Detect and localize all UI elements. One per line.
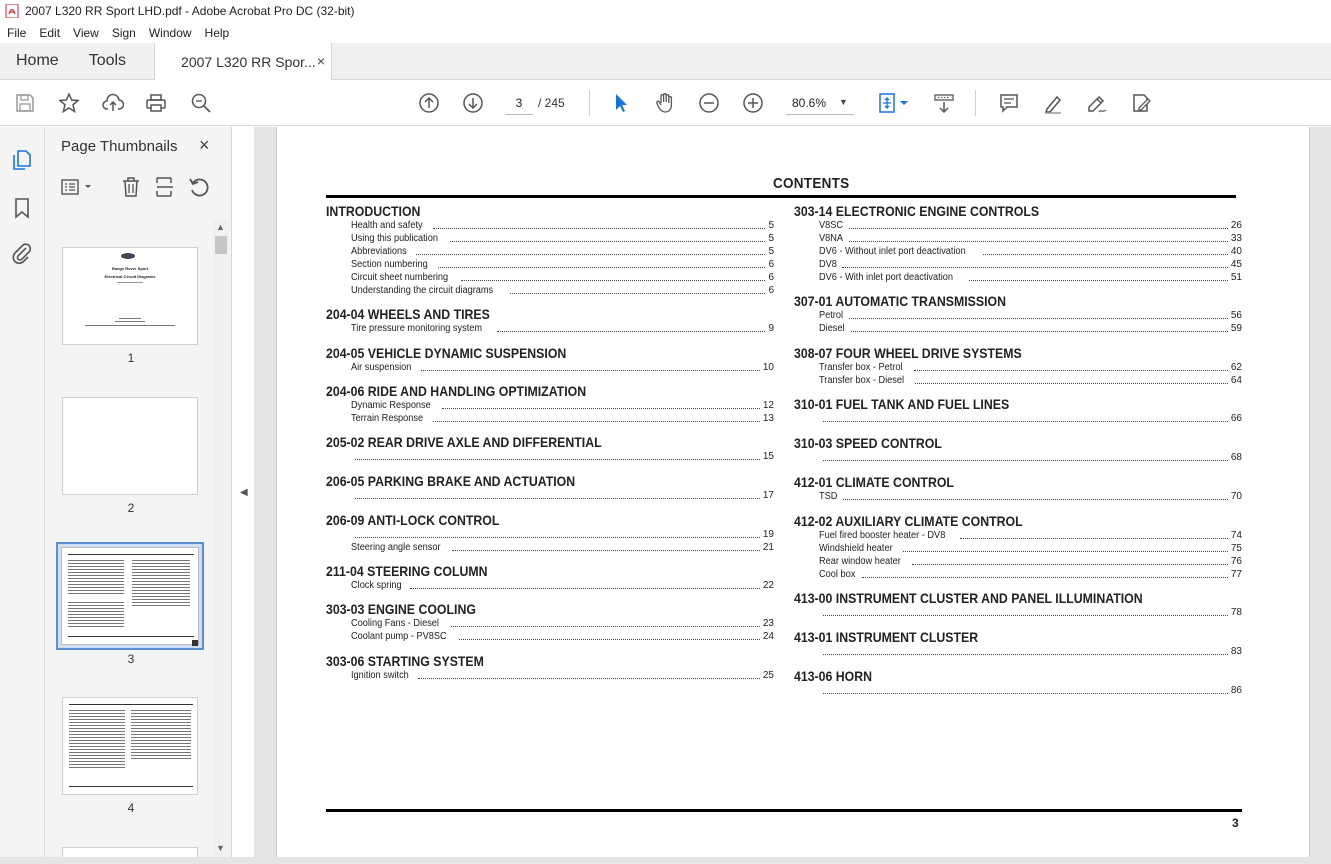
section-heading[interactable]: 413-01 INSTRUMENT CLUSTER — [794, 629, 979, 645]
footer-rule — [326, 809, 1242, 812]
dot-leader — [843, 499, 1228, 500]
toolbar-divider — [975, 90, 976, 116]
entry-label: Dynamic Response — [351, 400, 431, 411]
entry-page-number: 5 — [768, 233, 774, 244]
page-number: 3 — [1232, 816, 1239, 830]
scrollbar-thumb[interactable] — [215, 236, 227, 254]
contents-entry[interactable] — [794, 684, 1242, 697]
collapse-panel-icon[interactable]: ◀ — [240, 487, 248, 498]
contents-section — [794, 345, 1242, 387]
section-heading[interactable]: 204-04 WHEELS AND TIRES — [326, 306, 490, 322]
previous-page-icon[interactable] — [417, 91, 441, 115]
thumbnail-label: 2 — [127, 501, 135, 515]
upload-cloud-icon[interactable] — [101, 91, 125, 115]
contents-entry[interactable] — [326, 541, 774, 554]
entry-label: Rear window heater — [819, 556, 901, 567]
window-title: 2007 L320 RR Sport LHD.pdf - Adobe Acrobat Pro DC (32-bit) — [25, 4, 355, 18]
bookmarks-icon[interactable] — [10, 196, 34, 220]
sign-pen-icon[interactable] — [1085, 91, 1109, 115]
entry-label: Fuel fired booster heater - DV8 — [819, 530, 946, 541]
close-panel-icon[interactable]: × — [199, 135, 210, 155]
entry-label: Air suspension — [351, 362, 412, 373]
contents-section — [326, 306, 774, 335]
thumbnail-text-block — [69, 708, 125, 768]
entry-page-number: 68 — [1230, 452, 1242, 463]
dot-leader — [355, 537, 760, 538]
dot-leader — [452, 550, 760, 551]
tab-bar — [0, 43, 1331, 80]
thumbnail-rule — [68, 554, 194, 555]
entry-page-number: 17 — [762, 490, 774, 501]
entry-page-number: 75 — [1230, 543, 1242, 554]
thumbnail-rule — [69, 786, 193, 787]
section-heading[interactable]: 412-01 CLIMATE CONTROL — [794, 474, 954, 490]
page-thumbnails-icon[interactable] — [10, 148, 34, 172]
extract-pages-icon[interactable] — [153, 175, 177, 199]
zoom-out-icon[interactable] — [697, 91, 721, 115]
contents-section — [326, 653, 774, 682]
entry-page-number: 64 — [1230, 375, 1242, 386]
contents-section — [794, 629, 1242, 658]
section-heading[interactable]: 204-06 RIDE AND HANDLING OPTIMIZATION — [326, 383, 587, 399]
title-bar — [0, 0, 1331, 22]
cover-text-line — [85, 325, 175, 326]
dot-leader — [823, 421, 1228, 422]
contents-entry[interactable] — [794, 555, 1242, 568]
dot-leader — [355, 498, 760, 499]
entry-page-number: 45 — [1230, 259, 1242, 270]
contents-entry[interactable] — [326, 245, 774, 258]
section-heading[interactable]: 303-06 STARTING SYSTEM — [326, 653, 484, 669]
contents-entry[interactable] — [326, 399, 774, 412]
thumbnail-page-4[interactable] — [62, 697, 198, 795]
entry-page-number: 6 — [768, 272, 774, 283]
contents-entry[interactable] — [326, 630, 774, 643]
contents-entry[interactable] — [326, 271, 774, 284]
dot-leader — [433, 228, 766, 229]
entry-label: Transfer box - Diesel — [819, 375, 905, 386]
entry-page-number: 33 — [1230, 233, 1242, 244]
contents-section — [794, 474, 1242, 503]
left-rail — [0, 127, 45, 864]
contents-entry[interactable] — [794, 258, 1242, 271]
section-heading[interactable]: 303-03 ENGINE COOLING — [326, 601, 476, 617]
cover-subtitle: Electrical Circuit Diagrams — [104, 274, 156, 279]
menu-help[interactable]: Help — [204, 25, 230, 40]
section-heading[interactable]: 413-06 HORN — [794, 668, 873, 684]
entry-label: Circuit sheet numbering — [351, 272, 449, 283]
thumbnails-panel — [45, 127, 232, 864]
cover-text-line — [117, 282, 143, 283]
contents-entry[interactable] — [326, 219, 774, 232]
contents-section — [794, 396, 1242, 425]
entry-page-number: 74 — [1230, 530, 1242, 541]
contents-entry[interactable] — [794, 361, 1242, 374]
dot-leader — [438, 267, 765, 268]
entry-page-number: 12 — [762, 400, 774, 411]
dot-leader — [433, 421, 760, 422]
entry-page-number: 77 — [1230, 569, 1242, 580]
entry-label: Coolant pump - PV8SC — [351, 631, 447, 642]
thumbnail-list — [45, 219, 217, 864]
close-tab-icon[interactable]: × — [316, 53, 326, 69]
entry-page-number: 6 — [768, 259, 774, 270]
delete-page-icon[interactable] — [119, 175, 143, 199]
bookmark-star-icon[interactable] — [57, 91, 81, 115]
entry-page-number: 10 — [762, 362, 774, 373]
contents-entry[interactable] — [794, 568, 1242, 581]
dot-leader — [960, 538, 1228, 539]
entry-page-number: 23 — [762, 618, 774, 629]
contents-entry[interactable] — [794, 529, 1242, 542]
contents-section — [794, 513, 1242, 581]
entry-page-number: 19 — [762, 529, 774, 540]
thumbnail-options-icon[interactable] — [59, 175, 95, 199]
entry-page-number: 26 — [1230, 220, 1242, 231]
dot-leader — [451, 626, 760, 627]
scroll-down-icon[interactable]: ▼ — [216, 843, 225, 853]
entry-page-number: 70 — [1230, 491, 1242, 502]
entry-label: V8NA — [819, 233, 844, 244]
scroll-mode-icon[interactable] — [932, 91, 956, 115]
dot-leader — [421, 370, 760, 371]
entry-page-number: 21 — [762, 542, 774, 553]
dot-leader — [842, 267, 1227, 268]
dot-leader — [849, 318, 1228, 319]
thumbnail-text-block — [68, 600, 124, 628]
contents-entry[interactable] — [794, 490, 1242, 503]
thumbnail-label: 3 — [127, 652, 135, 666]
zoom-in-icon[interactable] — [741, 91, 765, 115]
section-heading[interactable]: INTRODUCTION — [326, 203, 421, 219]
entry-label: DV6 - With inlet port deactivation — [819, 272, 953, 283]
entry-label: DV6 - Without inlet port deactivation — [819, 246, 966, 257]
entry-label: Cool box — [819, 569, 856, 580]
dot-leader — [450, 241, 766, 242]
entry-page-number: 78 — [1230, 607, 1242, 618]
entry-page-number: 22 — [762, 580, 774, 591]
section-heading[interactable]: 206-09 ANTI-LOCK CONTROL — [326, 512, 500, 528]
entry-label: Tire pressure monitoring system — [351, 323, 483, 334]
dot-leader — [912, 564, 1228, 565]
menu-edit[interactable]: Edit — [39, 25, 61, 40]
entry-label: Section numbering — [351, 259, 428, 270]
contents-right-column — [794, 203, 1242, 697]
highlight-pen-icon[interactable] — [1041, 91, 1065, 115]
tab-document[interactable] — [154, 43, 332, 80]
tab-tools[interactable]: Tools — [88, 52, 127, 69]
entry-page-number: 13 — [762, 413, 774, 424]
contents-section — [326, 601, 774, 643]
dot-leader — [915, 383, 1227, 384]
contents-section — [326, 563, 774, 592]
dot-leader — [823, 615, 1228, 616]
entry-page-number: 83 — [1230, 646, 1242, 657]
contents-entry[interactable] — [794, 271, 1242, 284]
tab-home[interactable]: Home — [16, 52, 59, 69]
section-heading[interactable]: 310-03 SPEED CONTROL — [794, 435, 942, 451]
zoom-search-icon[interactable] — [189, 91, 213, 115]
entry-page-number: 40 — [1230, 246, 1242, 257]
entry-page-number: 5 — [768, 246, 774, 257]
next-page-icon[interactable] — [461, 91, 485, 115]
toolbar — [0, 80, 1331, 126]
dot-leader — [862, 577, 1227, 578]
entry-label: TSD — [819, 491, 838, 502]
entry-label: Terrain Response — [351, 413, 424, 424]
section-heading[interactable]: 310-01 FUEL TANK AND FUEL LINES — [794, 396, 1010, 412]
panel-toolbar — [45, 175, 232, 205]
page-count: / 245 — [538, 96, 565, 110]
entry-label: Ignition switch — [351, 670, 409, 681]
thumbnail-page-3[interactable] — [56, 542, 204, 650]
dot-leader — [410, 588, 760, 589]
section-heading[interactable]: 204-05 VEHICLE DYNAMIC SUSPENSION — [326, 345, 567, 361]
thumbnail-resize-handle[interactable] — [192, 640, 198, 646]
section-heading[interactable]: 303-14 ELECTRONIC ENGINE CONTROLS — [794, 203, 1040, 219]
contents-section — [326, 203, 774, 297]
entry-page-number: 62 — [1230, 362, 1242, 373]
dot-leader — [823, 460, 1228, 461]
cover-text-line — [119, 318, 141, 319]
entry-label: Clock spring — [351, 580, 402, 591]
scroll-up-icon[interactable]: ▲ — [216, 222, 225, 232]
section-heading[interactable]: 307-01 AUTOMATIC TRANSMISSION — [794, 293, 1006, 309]
dot-leader — [823, 693, 1228, 694]
dot-leader — [969, 280, 1228, 281]
entry-page-number: 25 — [762, 670, 774, 681]
select-cursor-icon[interactable] — [609, 91, 633, 115]
thumbnail-scrollbar[interactable] — [213, 220, 229, 856]
contents-entry[interactable] — [794, 645, 1242, 658]
contents-entry[interactable] — [794, 451, 1242, 464]
entry-page-number: 86 — [1230, 685, 1242, 696]
panel-title: Page Thumbnails — [61, 138, 178, 155]
entry-page-number: 9 — [768, 323, 774, 334]
contents-section — [326, 345, 774, 374]
contents-entry[interactable] — [326, 322, 774, 335]
page-number-input[interactable]: 3 — [505, 91, 533, 115]
contents-left-column — [326, 203, 774, 682]
section-heading[interactable]: 211-04 STEERING COLUMN — [326, 563, 488, 579]
section-heading[interactable]: 412-02 AUXILIARY CLIMATE CONTROL — [794, 513, 1023, 529]
heading-rule — [326, 195, 1236, 198]
thumbnail-label: 4 — [127, 801, 135, 815]
dot-leader — [497, 331, 765, 332]
contents-entry[interactable] — [794, 374, 1242, 387]
dot-leader — [914, 370, 1228, 371]
section-heading[interactable]: 205-02 REAR DRIVE AXLE AND DIFFERENTIAL — [326, 434, 602, 450]
section-heading[interactable]: 413-00 INSTRUMENT CLUSTER AND PANEL ILLUMINATION — [794, 590, 1143, 606]
save-icon[interactable] — [13, 91, 37, 115]
section-heading[interactable]: 308-07 FOUR WHEEL DRIVE SYSTEMS — [794, 345, 1022, 361]
page-heading: CONTENTS — [773, 175, 850, 192]
fit-page-icon[interactable] — [876, 91, 900, 115]
contents-section — [794, 668, 1242, 697]
entry-page-number: 15 — [762, 451, 774, 462]
entry-label: Transfer box - Petrol — [819, 362, 903, 373]
entry-label: DV8 — [819, 259, 837, 270]
thumbnail-label: 1 — [127, 351, 135, 365]
document-bottom-scrollbar[interactable] — [0, 857, 1331, 864]
contents-entry[interactable] — [326, 579, 774, 592]
contents-section — [326, 434, 774, 463]
dot-leader — [355, 459, 760, 460]
cover-logo-icon — [121, 253, 135, 259]
menu-bar — [0, 22, 1331, 43]
entry-page-number: 59 — [1230, 323, 1242, 334]
contents-section — [794, 293, 1242, 335]
contents-entry[interactable] — [326, 450, 774, 463]
thumbnail-text-block — [132, 558, 190, 608]
contents-section — [326, 473, 774, 502]
cover-text-line — [115, 321, 145, 322]
contents-section — [794, 203, 1242, 284]
contents-entry[interactable] — [326, 284, 774, 297]
entry-label: Steering angle sensor — [351, 542, 441, 553]
contents-entry[interactable] — [326, 412, 774, 425]
attachments-icon[interactable] — [10, 241, 34, 265]
thumbnail-page-2[interactable] — [62, 397, 198, 495]
print-icon[interactable] — [144, 91, 168, 115]
hand-tool-icon[interactable] — [653, 91, 677, 115]
document-tab-label: 2007 L320 RR Spor... — [181, 53, 316, 70]
dot-leader — [823, 654, 1228, 655]
comment-icon[interactable] — [997, 91, 1021, 115]
menu-window[interactable]: Window — [148, 25, 192, 40]
thumbnail-rule — [68, 636, 194, 637]
menu-view[interactable]: View — [73, 25, 99, 40]
entry-label: Diesel — [819, 323, 845, 334]
dot-leader — [903, 551, 1228, 552]
contents-entry[interactable] — [794, 232, 1242, 245]
acrobat-logo-icon — [5, 4, 19, 18]
entry-page-number: 6 — [768, 285, 774, 296]
dot-leader — [418, 678, 760, 679]
thumbnail-page-1[interactable] — [62, 247, 198, 345]
entry-label: Health and safety — [351, 220, 423, 231]
contents-entry[interactable] — [794, 412, 1242, 425]
contents-entry[interactable] — [326, 361, 774, 374]
menu-file[interactable]: File — [7, 25, 27, 40]
entry-label: Cooling Fans - Diesel — [351, 618, 439, 629]
entry-page-number: 24 — [762, 631, 774, 642]
entry-page-number: 5 — [768, 220, 774, 231]
menu-sign[interactable]: Sign — [111, 25, 136, 40]
contents-entry[interactable] — [794, 245, 1242, 258]
thumbnail-text-block — [131, 708, 191, 760]
dot-leader — [442, 408, 760, 409]
entry-label: Petrol — [819, 310, 844, 321]
contents-entry[interactable] — [326, 617, 774, 630]
contents-entry[interactable] — [794, 322, 1242, 335]
contents-section — [326, 512, 774, 554]
thumbnail-rule — [69, 704, 193, 705]
contents-entry[interactable] — [794, 309, 1242, 322]
contents-entry[interactable] — [326, 232, 774, 245]
dot-leader — [461, 280, 766, 281]
cover-title: Range Rover Sport — [111, 266, 149, 271]
fill-sign-icon[interactable] — [1129, 91, 1153, 115]
entry-page-number: 56 — [1230, 310, 1242, 321]
dot-leader — [849, 241, 1228, 242]
pdf-page — [276, 127, 1310, 864]
document-viewport — [254, 127, 1331, 864]
contents-entry[interactable] — [794, 219, 1242, 232]
entry-page-number: 51 — [1230, 272, 1242, 283]
entry-label: Understanding the circuit diagrams — [351, 285, 494, 296]
entry-page-number: 66 — [1230, 413, 1242, 424]
dot-leader — [851, 331, 1228, 332]
contents-section — [326, 383, 774, 425]
contents-section — [794, 435, 1242, 464]
fit-page-dropdown-icon[interactable] — [898, 91, 910, 115]
entry-label: Using this publication — [351, 233, 438, 244]
contents-entry[interactable] — [794, 606, 1242, 619]
dot-leader — [416, 254, 766, 255]
dot-leader — [510, 293, 766, 294]
dot-leader — [849, 228, 1228, 229]
dot-leader — [983, 254, 1228, 255]
entry-page-number: 76 — [1230, 556, 1242, 567]
thumbnail-page-3-preview — [61, 547, 199, 645]
toolbar-divider — [589, 90, 590, 116]
contents-entry[interactable] — [326, 258, 774, 271]
contents-entry[interactable] — [326, 528, 774, 541]
entry-label: Windshield heater — [819, 543, 893, 554]
contents-entry[interactable] — [326, 669, 774, 682]
section-heading[interactable]: 206-05 PARKING BRAKE AND ACTUATION — [326, 473, 576, 489]
entry-label: V8SC — [819, 220, 844, 231]
zoom-dropdown-icon[interactable]: ▼ — [839, 97, 848, 107]
thumbnail-text-block — [68, 558, 124, 596]
dot-leader — [459, 639, 760, 640]
contents-entry[interactable] — [326, 489, 774, 502]
contents-entry[interactable] — [794, 542, 1242, 555]
contents-section — [794, 590, 1242, 619]
zoom-input[interactable]: 80.6% — [786, 91, 854, 115]
rotate-page-icon[interactable] — [187, 175, 211, 199]
entry-label: Abbreviations — [351, 246, 407, 257]
